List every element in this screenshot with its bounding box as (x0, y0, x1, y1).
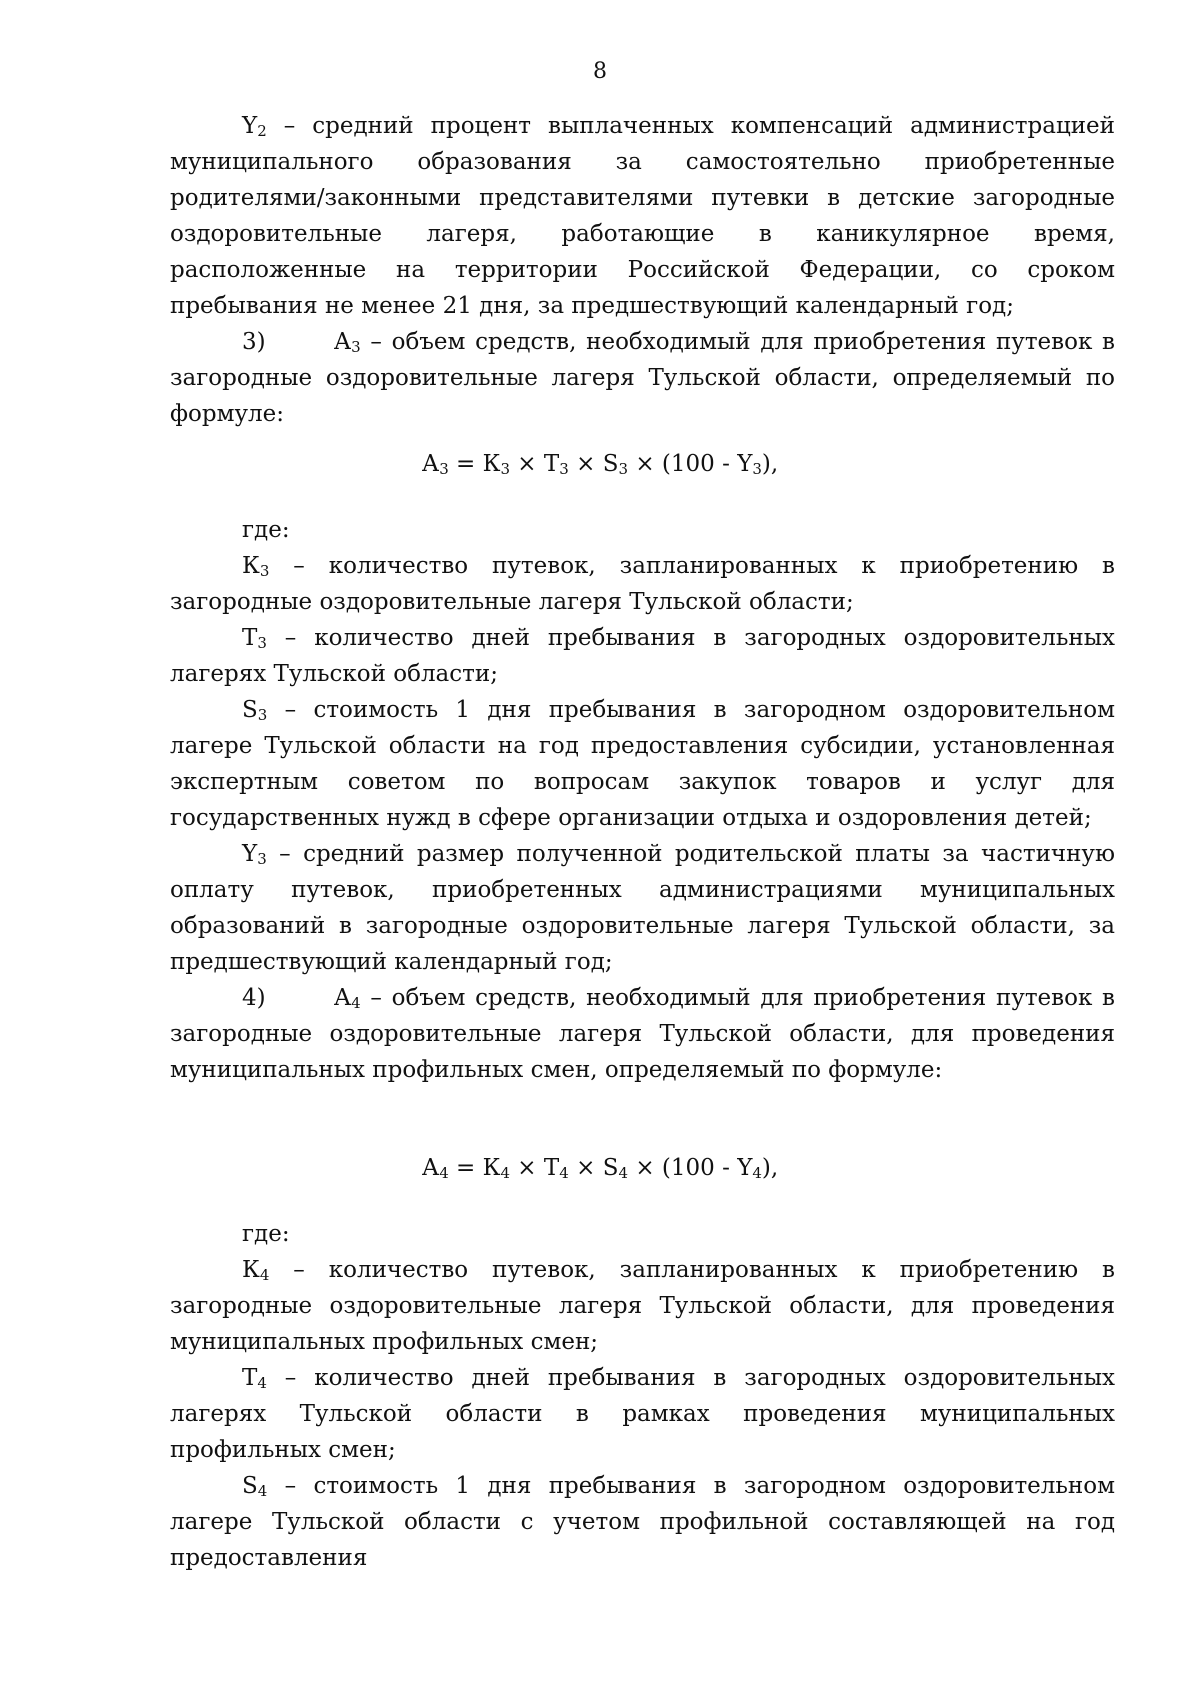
formula-operator: × (568, 451, 603, 477)
formula-symbol: Т (543, 1155, 560, 1181)
definition-s3 (170, 692, 1115, 836)
definition-text: – количество путевок, запланированных к приобретению в загородные оздоровительные лагеря Тульской области, для проведения муниципальных профильных смен; (170, 1257, 1115, 1355)
subscript: 3 (257, 706, 268, 724)
formula-subscript: 4 (618, 1164, 629, 1182)
definition-text: – количество путевок, запланированных к приобретению в загородные оздоровительные лагеря Тульской области; (170, 553, 1115, 615)
subscript: 4 (351, 994, 361, 1012)
definition-t4 (170, 1360, 1115, 1468)
symbol: Т (242, 1365, 258, 1391)
text-block-3 (170, 1216, 1115, 1576)
definition-s4 (170, 1468, 1115, 1576)
formula-operator: × (510, 1155, 544, 1181)
formula-symbol: Y (737, 1155, 753, 1181)
formula-symbol: К (482, 451, 501, 477)
symbol: S (242, 1473, 258, 1499)
formula-symbol: А (421, 451, 440, 477)
definition-text: – количество дней пребывания в загородных оздоровительных лагерях Тульской области в рамках проведения муниципальных профильных смен; (170, 1365, 1115, 1463)
subscript: 2 (257, 122, 267, 140)
formula-subscript: 4 (500, 1164, 510, 1182)
item-number: 4) (242, 985, 266, 1011)
formula-symbol: S (602, 451, 619, 477)
subscript: 3 (351, 338, 361, 356)
subscript: 3 (257, 634, 267, 652)
symbol: А (333, 329, 352, 355)
item-number: 3) (242, 329, 266, 355)
subscript: 3 (257, 850, 267, 868)
symbol: Y (242, 841, 258, 867)
item-text: – объем средств, необходимый для приобретения путевок в загородные оздоровительные лагеря Тульской области, для проведения муниципальных профильных смен, определяемый по формуле: (170, 985, 1116, 1083)
formula-subscript: 3 (500, 460, 510, 478)
text-block-1 (170, 108, 1115, 432)
page-number: 8 (593, 59, 607, 84)
text-block-2 (170, 512, 1115, 1088)
formula-operator: × (100 - (628, 1155, 738, 1181)
subscript: 3 (259, 562, 270, 580)
formula-subscript: 3 (752, 460, 762, 478)
where-label: где: (242, 517, 290, 543)
definition-y2 (170, 108, 1115, 324)
symbol: S (242, 697, 258, 723)
formula-a3 (0, 446, 1200, 482)
definition-text: – средний размер полученной родительской платы за частичную оплату путевок, приобретенных администрациями муниципальных образований в загородные оздоровительные лагеря Тульской области, за предшествующий календарный год; (170, 841, 1115, 975)
subscript: 4 (257, 1482, 268, 1500)
formula-a4 (0, 1150, 1200, 1186)
definition-k3 (170, 548, 1115, 620)
formula-symbol: Т (543, 451, 560, 477)
formula-subscript: 4 (439, 1164, 449, 1182)
formula-symbol: А (421, 1155, 440, 1181)
subscript: 4 (257, 1374, 267, 1392)
where-label: где: (242, 1221, 290, 1247)
symbol: К (242, 553, 260, 579)
subscript: 4 (259, 1266, 270, 1284)
symbol: Т (242, 625, 258, 651)
symbol: А (333, 985, 352, 1011)
list-item-3 (170, 324, 1115, 432)
formula-subscript: 4 (752, 1164, 762, 1182)
formula-operator: × (510, 451, 544, 477)
definition-text: – средний процент выплаченных компенсаций администрацией муниципального образования за самостоятельно приобретенные родителями/законными представителями путевки в детские загородные оздоровительные лагеря, работающие в каникулярное время, расположенные на территории Российской Федерации, со сроком пребывания не менее 21 дня, за предшествующий календарный год; (170, 113, 1115, 319)
definition-y3 (170, 836, 1115, 980)
formula-operator: = (448, 1155, 483, 1181)
formula-operator: = (448, 451, 483, 477)
symbol: К (242, 1257, 260, 1283)
formula-subscript: 3 (559, 460, 569, 478)
definition-k4 (170, 1252, 1115, 1360)
formula-operator: × (100 - (628, 451, 738, 477)
list-item-4 (170, 980, 1115, 1088)
formula-subscript: 3 (439, 460, 449, 478)
formula-subscript: 4 (559, 1164, 569, 1182)
formula-symbol: S (602, 1155, 619, 1181)
formula-operator: ), (761, 1155, 779, 1181)
item-text: – объем средств, необходимый для приобретения путевок в загородные оздоровительные лагеря Тульской области, определяемый по формуле: (170, 329, 1116, 427)
formula-subscript: 3 (618, 460, 629, 478)
symbol: Y (242, 113, 258, 139)
definition-t3 (170, 620, 1115, 692)
definition-text: – количество дней пребывания в загородных оздоровительных лагерях Тульской области; (170, 625, 1115, 687)
definition-text: – стоимость 1 дня пребывания в загородном оздоровительном лагере Тульской области с учетом профильной составляющей на год предоставления (170, 1473, 1115, 1571)
formula-symbol: К (482, 1155, 501, 1181)
definition-text: – стоимость 1 дня пребывания в загородном оздоровительном лагере Тульской области на год предоставления субсидии, установленная экспертным советом по вопросам закупок товаров и услуг для государственных нужд в сфере организации отдыха и оздоровления детей; (170, 697, 1115, 831)
formula-operator: ), (761, 451, 779, 477)
formula-symbol: Y (737, 451, 753, 477)
formula-operator: × (568, 1155, 603, 1181)
